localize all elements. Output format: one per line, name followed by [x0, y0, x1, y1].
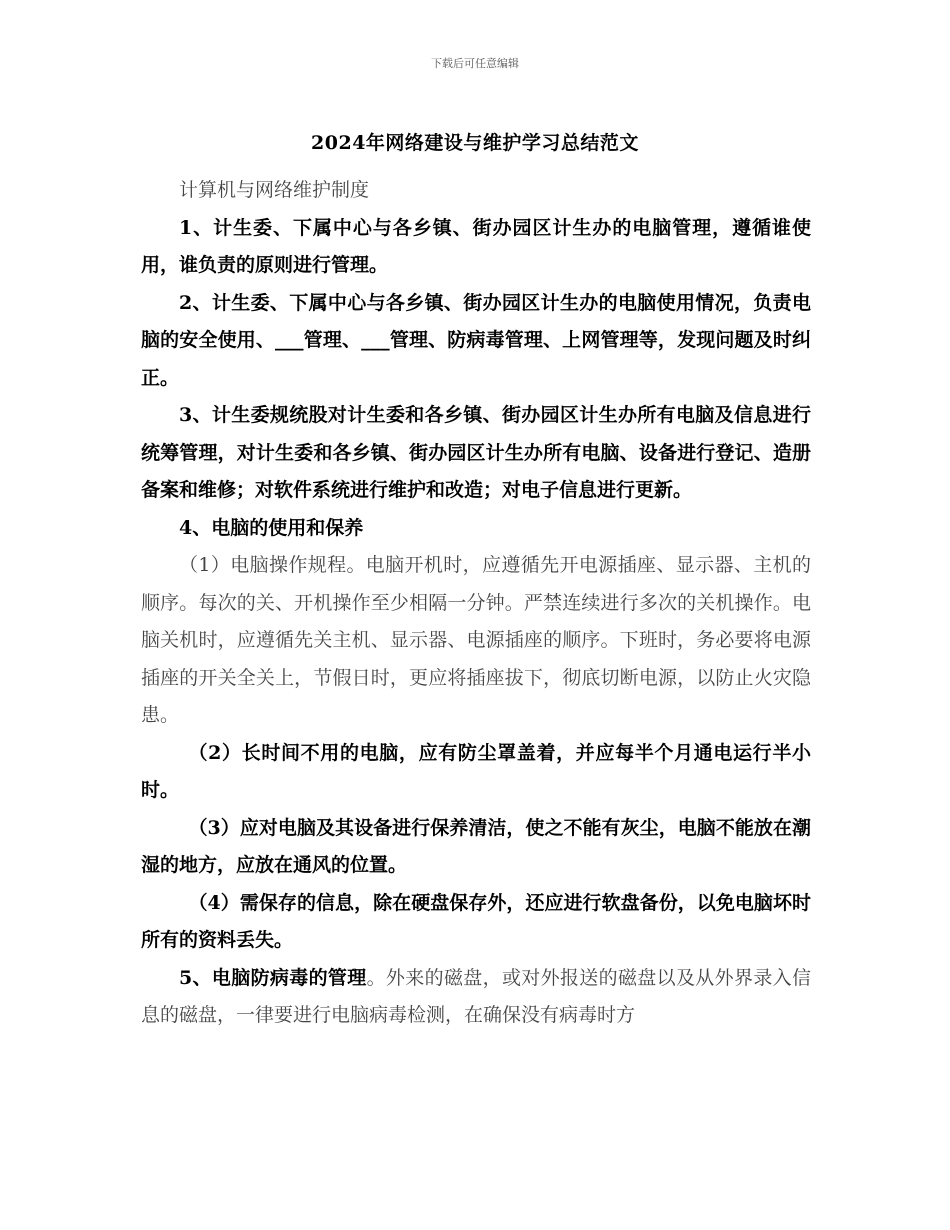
paragraph-5-rest: 。外来的磁盘，或对外报送的磁盘以及从外界录入信息的磁盘，一律要进行电脑病毒检测，在确保没有病毒时方 — [141, 966, 811, 1026]
paragraph-4-4: （4）需保存的信息，除在硬盘保存外，还应进行软盘备份，以免电脑坏时所有的资料丢失。 — [141, 891, 811, 951]
paragraph-2: 2、计生委、下属中心与各乡镇、街办园区计生办的电脑使用情况，负责电脑的安全使用、___管理、___管理、防病毒管理、上网管理等，发现问题及时纠正。 — [141, 291, 811, 389]
document-title: 2024年网络建设与维护学习总结范文 — [311, 132, 639, 154]
paragraph-1: 1、计生委、下属中心与各乡镇、街办园区计生办的电脑管理，遵循谁使用，谁负责的原则进行管理。 — [141, 216, 811, 276]
paragraph-4-1: （1）电脑操作规程。电脑开机时，应遵循先开电源插座、显示器、主机的顺序。每次的关、开机操作至少相隔一分钟。严禁连续进行多次的关机操作。电脑关机时，应遵循先关主机、显示器、电源插座的顺序。下班时，务必要将电源插座的开关全关上，节假日时，更应将插座拔下，彻底切断电源，以防止火灾隐患。 — [141, 554, 811, 726]
paragraph-4-3: （3）应对电脑及其设备进行保养清洁，使之不能有灰尘，电脑不能放在潮湿的地方，应放在通风的位置。 — [141, 816, 811, 876]
paragraph-4: 4、电脑的使用和保养 — [179, 516, 364, 539]
paragraph-5-lead: 5、电脑防病毒的管理 — [179, 966, 367, 989]
document-body — [141, 172, 811, 1035]
paragraph-3: 3、计生委规统股对计生委和各乡镇、街办园区计生办所有电脑及信息进行统筹管理，对计生委和各乡镇、街办园区计生办所有电脑、设备进行登记、造册备案和维修；对软件系统进行维护和改造；对电子信息进行更新。 — [141, 404, 811, 501]
paragraph-4-2: （2）长时间不用的电脑，应有防尘罩盖着，并应每半个月通电运行半小时。 — [141, 741, 811, 801]
header-note: 下载后可任意编辑 — [431, 57, 519, 70]
paragraph-5 — [141, 960, 811, 1035]
paragraph-subtitle: 计算机与网络维护制度 — [179, 179, 370, 201]
